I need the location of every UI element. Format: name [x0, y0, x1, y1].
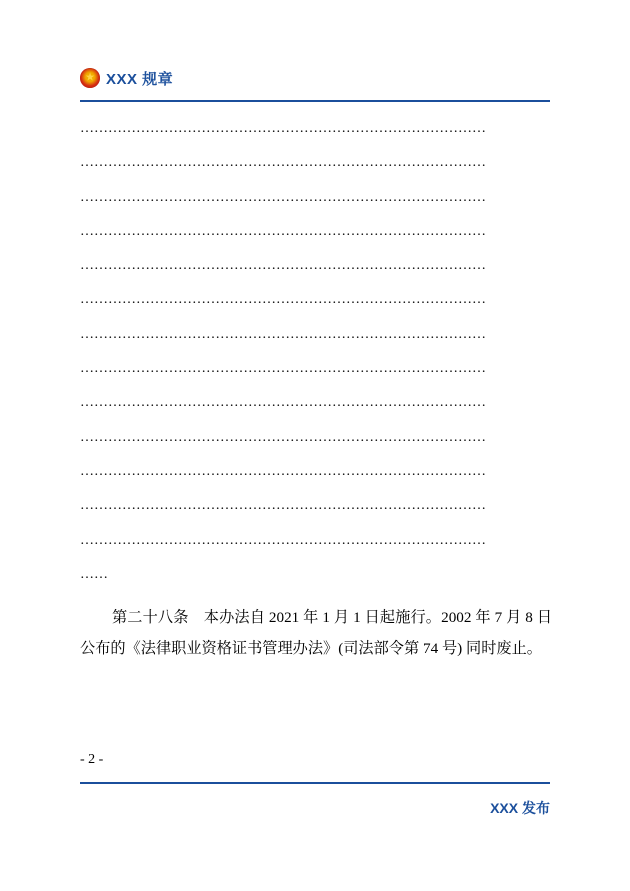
omission-line: ……………………………………………………………………………: [80, 258, 486, 274]
omission-line: ……………………………………………………………………………: [80, 121, 486, 136]
omission-line: ……………………………………………………………………………: [80, 429, 486, 445]
omission-line: ……………………………………………………………………………: [80, 189, 486, 205]
page-header: [80, 62, 550, 102]
omission-line: ……………………………………………………………………………: [80, 361, 486, 377]
footer-publisher: XXX 发布: [490, 800, 550, 816]
omission-line: ……………………………………………………………………………: [80, 223, 486, 239]
omission-line: ……………………………………………………………………………: [80, 532, 486, 548]
omission-line: ……………………………………………………………………………: [80, 326, 486, 342]
page-number: - 2 -: [80, 752, 104, 767]
omission-line: ……………………………………………………………………………: [80, 463, 486, 479]
omission-line-tail: ……: [80, 566, 108, 582]
document-body: [80, 112, 552, 679]
national-emblem-icon: [80, 68, 100, 88]
omission-line: ……………………………………………………………………………: [80, 395, 486, 411]
article-paragraph: 第二十八条 本办法自 2021 年 1 月 1 日起施行。2002 年 7 月 8 日公布的《法律职业资格证书管理办法》(司法部令第 74 号) 同时废止。: [80, 609, 552, 658]
header-brand: [80, 62, 550, 94]
footer-divider: [80, 782, 550, 784]
omission-line: ……………………………………………………………………………: [80, 292, 486, 308]
header-divider: [80, 100, 550, 102]
header-title: XXX 规章: [106, 70, 174, 88]
omission-line: ……………………………………………………………………………: [80, 498, 486, 514]
omission-line: ……………………………………………………………………………: [80, 155, 486, 171]
